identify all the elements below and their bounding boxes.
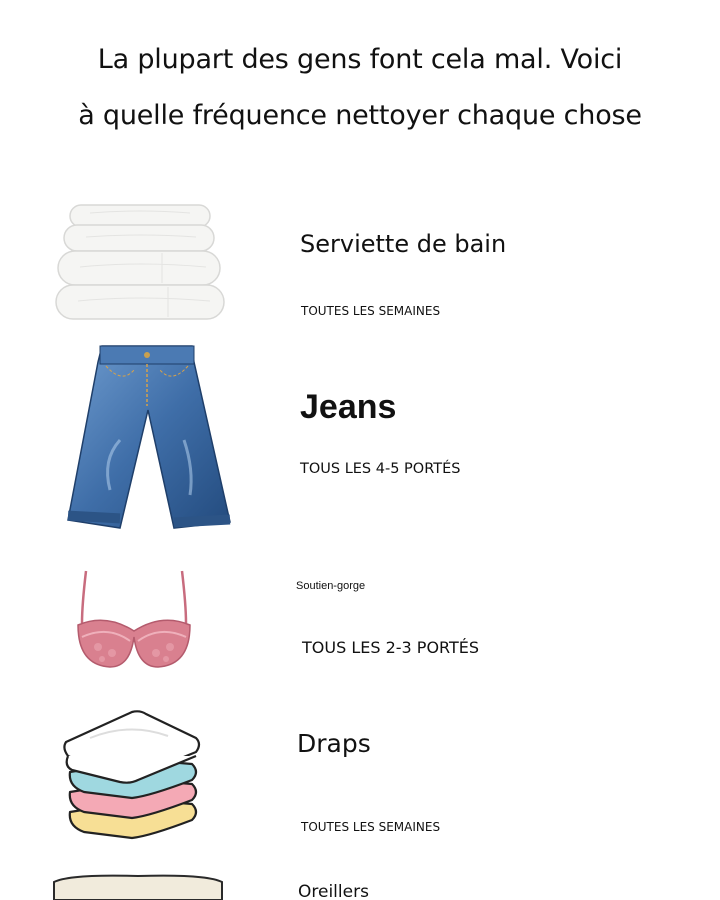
item-name-towel: Serviette de bain: [300, 230, 507, 258]
item-name-jeans: Jeans: [300, 388, 397, 426]
jeans-icon: [62, 340, 232, 535]
item-frequency-sheets: TOUTES LES SEMAINES: [301, 820, 441, 834]
sheets-stack-icon: [60, 708, 205, 843]
item-name-sheets: Draps: [297, 729, 371, 758]
item-name-pillows: Oreillers: [298, 882, 369, 900]
title-line-1: La plupart des gens font cela mal. Voici: [97, 44, 623, 75]
towel-stack-icon: [50, 195, 230, 325]
title-line-2: à quelle fréquence nettoyer chaque chose: [78, 100, 642, 131]
item-name-bra: Soutien-gorge: [296, 580, 366, 592]
bra-icon: [72, 565, 197, 675]
page-title: [0, 32, 720, 144]
item-frequency-bra: TOUS LES 2-3 PORTÉS: [302, 638, 480, 657]
pillow-icon: [50, 872, 225, 900]
item-frequency-towel: TOUTES LES SEMAINES: [301, 304, 441, 318]
item-frequency-jeans: TOUS LES 4-5 PORTÉS: [300, 461, 461, 477]
